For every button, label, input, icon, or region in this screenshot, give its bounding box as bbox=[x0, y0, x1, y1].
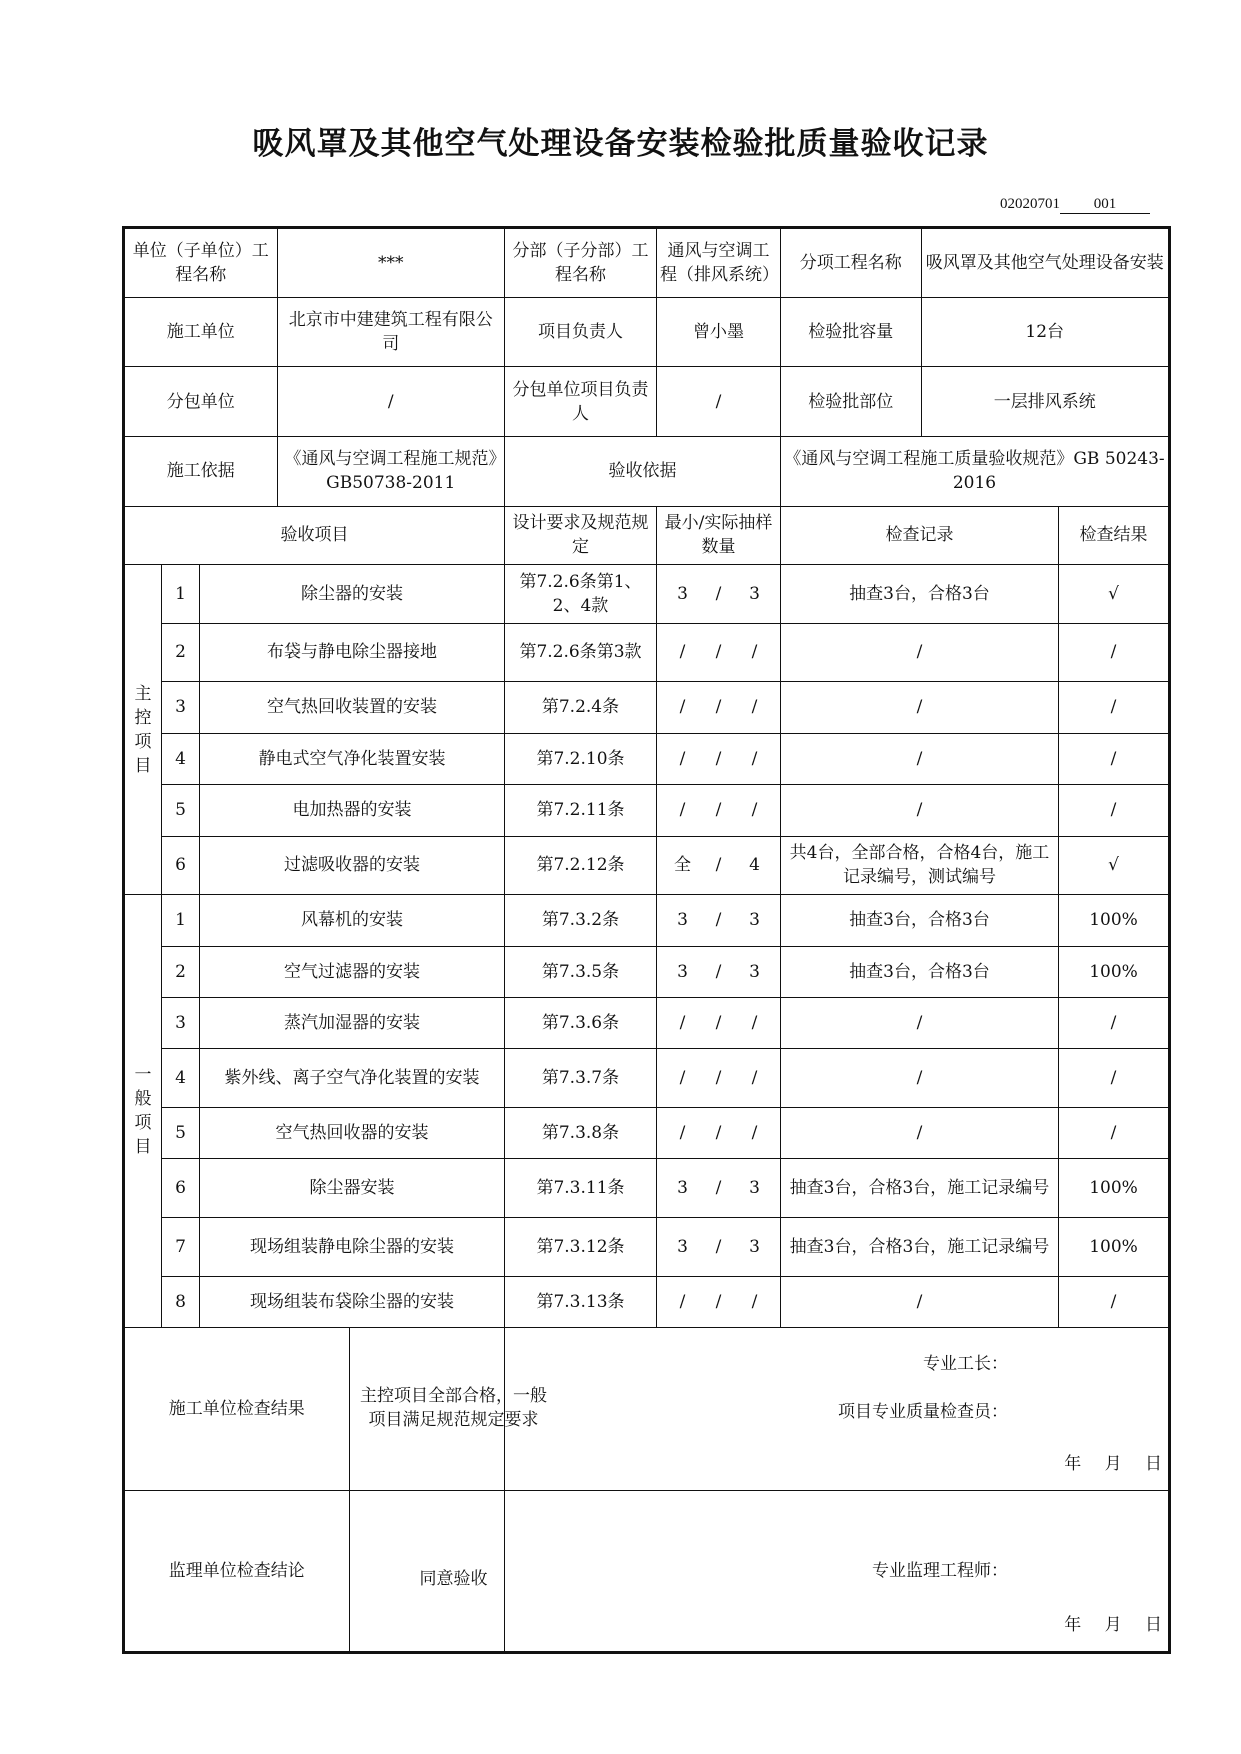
item-result: / bbox=[1059, 1276, 1170, 1327]
item-no: 4 bbox=[162, 733, 200, 784]
table-row bbox=[124, 1276, 1170, 1327]
column-header-row bbox=[124, 506, 1170, 565]
item-result: / bbox=[1059, 997, 1170, 1048]
col-spec: 设计要求及规范规定 bbox=[505, 506, 657, 565]
header-row bbox=[124, 436, 1170, 506]
item-spec: 第7.2.6条第1、2、4款 bbox=[505, 565, 657, 624]
sub-value: 通风与空调工程（排风系统） bbox=[657, 228, 781, 298]
item-spec: 第7.2.6条第3款 bbox=[505, 623, 657, 682]
sample-sep: / bbox=[715, 583, 722, 604]
item-result: / bbox=[1059, 623, 1170, 682]
item-sample bbox=[657, 623, 781, 682]
item-spec: 第7.2.11条 bbox=[505, 785, 657, 836]
sample-actual: / bbox=[751, 642, 758, 663]
sub-label: 分部（子分部）工程名称 bbox=[505, 228, 657, 298]
basis-label: 施工依据 bbox=[125, 437, 277, 506]
col-sample: 最小/实际抽样数量 bbox=[657, 506, 781, 565]
item-record: / bbox=[781, 997, 1059, 1048]
item-sample bbox=[657, 1107, 781, 1158]
sample-sep: / bbox=[715, 697, 722, 718]
table-row bbox=[124, 733, 1170, 784]
sub-pm-label: 分包单位项目负责人 bbox=[505, 367, 657, 437]
item-name: 空气热回收器的安装 bbox=[200, 1107, 505, 1158]
item-record: / bbox=[781, 1049, 1059, 1108]
item-record: / bbox=[781, 1276, 1059, 1327]
engineer-label: 专业监理工程师： bbox=[872, 1561, 1008, 1582]
item-result: / bbox=[1059, 1049, 1170, 1108]
sample-actual: / bbox=[751, 1013, 758, 1034]
sample-actual: / bbox=[751, 1291, 758, 1312]
sample-sep: / bbox=[715, 1123, 722, 1144]
item-spec: 第7.3.7条 bbox=[505, 1049, 657, 1108]
item-name: 静电式空气净化装置安装 bbox=[200, 733, 505, 784]
item-no: 5 bbox=[162, 1107, 200, 1158]
group-char: 目 bbox=[134, 755, 152, 776]
item-sample bbox=[657, 785, 781, 836]
group-char: 般 bbox=[134, 1089, 152, 1109]
header-row bbox=[124, 228, 1170, 298]
item-no: 2 bbox=[162, 623, 200, 682]
supervisor-check-row bbox=[124, 1491, 1170, 1653]
sample-min: / bbox=[679, 642, 686, 663]
group-char: 目 bbox=[134, 1137, 152, 1157]
sample-actual: 3 bbox=[749, 910, 760, 931]
part-value: 一层排风系统 bbox=[993, 391, 1096, 412]
inspector-label: 项目专业质量检查员： bbox=[838, 1401, 1008, 1422]
pm-label: 项目负责人 bbox=[505, 297, 657, 367]
table-row bbox=[124, 1049, 1170, 1108]
sample-actual: 3 bbox=[749, 1178, 760, 1199]
item-spec: 第7.2.12条 bbox=[505, 836, 657, 895]
item-record: / bbox=[781, 682, 1059, 733]
item-spec: 第7.3.8条 bbox=[505, 1107, 657, 1158]
table-row bbox=[124, 895, 1170, 946]
sample-actual: / bbox=[751, 748, 758, 769]
item-record: 抽查3台，合格3台，施工记录编号 bbox=[781, 1159, 1059, 1218]
doc-code: 02020701 bbox=[1000, 196, 1060, 212]
item-name: 紫外线、离子空气净化装置的安装 bbox=[200, 1049, 505, 1108]
sample-min: 3 bbox=[677, 1178, 688, 1199]
item-record: / bbox=[781, 1107, 1059, 1158]
table-row bbox=[124, 565, 1170, 624]
table-row bbox=[124, 836, 1170, 895]
item-label: 分项工程名称 bbox=[781, 229, 921, 297]
sample-min: 3 bbox=[677, 1236, 688, 1257]
col-record: 检查记录 bbox=[781, 506, 1059, 565]
item-record: 抽查3台，合格3台 bbox=[781, 565, 1059, 624]
item-name: 现场组装静电除尘器的安装 bbox=[200, 1217, 505, 1276]
subcontractor-label: 分包单位 bbox=[125, 367, 277, 436]
item-name: 风幕机的安装 bbox=[200, 895, 505, 946]
item-name: 除尘器安装 bbox=[200, 1159, 505, 1218]
item-sample bbox=[657, 946, 781, 997]
item-sample bbox=[657, 565, 781, 624]
sample-actual: / bbox=[751, 1123, 758, 1144]
item-spec: 第7.3.6条 bbox=[505, 997, 657, 1048]
unit-value: *** bbox=[378, 252, 404, 273]
capacity-value: 12台 bbox=[1025, 321, 1065, 342]
group-char: 主 bbox=[134, 683, 152, 704]
sample-min: 3 bbox=[677, 961, 688, 982]
group-label bbox=[124, 895, 162, 1328]
group-char: 一 bbox=[134, 1065, 152, 1085]
sample-sep: / bbox=[715, 1178, 722, 1199]
sample-min: 全 bbox=[674, 855, 691, 876]
table-row bbox=[124, 682, 1170, 733]
item-no: 6 bbox=[162, 1159, 200, 1218]
unit-label: 单位（子单位）工程名称 bbox=[125, 229, 277, 297]
supervisor-date: 年 月 日 bbox=[1064, 1615, 1162, 1635]
sample-min: / bbox=[679, 1291, 686, 1312]
item-result: / bbox=[1059, 682, 1170, 733]
sample-sep: / bbox=[715, 855, 722, 876]
group-char: 控 bbox=[134, 707, 152, 728]
item-no: 1 bbox=[162, 565, 200, 624]
item-name: 过滤吸收器的安装 bbox=[200, 836, 505, 895]
inspection-form bbox=[122, 226, 1171, 1654]
table-row bbox=[124, 997, 1170, 1048]
sample-min: / bbox=[679, 1068, 686, 1089]
col-item: 验收项目 bbox=[124, 506, 505, 565]
sample-sep: / bbox=[715, 748, 722, 769]
sample-actual: 4 bbox=[749, 855, 760, 876]
sample-sep: / bbox=[715, 1236, 722, 1257]
item-no: 1 bbox=[162, 895, 200, 946]
item-sample bbox=[657, 895, 781, 946]
item-result: √ bbox=[1059, 565, 1170, 624]
capacity-label: 检验批容量 bbox=[781, 298, 921, 367]
contractor-date: 年 月 日 bbox=[1064, 1454, 1162, 1475]
contractor-label: 施工单位 bbox=[125, 298, 277, 367]
item-spec: 第7.3.12条 bbox=[505, 1217, 657, 1276]
item-sample bbox=[657, 836, 781, 895]
item-result: 100% bbox=[1059, 946, 1170, 997]
item-sample bbox=[657, 997, 781, 1048]
sample-actual: 3 bbox=[749, 1236, 760, 1257]
item-record: 抽查3台，合格3台，施工记录编号 bbox=[781, 1217, 1059, 1276]
item-spec: 第7.2.10条 bbox=[505, 733, 657, 784]
item-name: 布袋与静电除尘器接地 bbox=[200, 623, 505, 682]
sample-min: / bbox=[679, 1013, 686, 1034]
item-record: 共4台，全部合格，合格4台，施工记录编号，测试编号 bbox=[781, 836, 1059, 895]
group-char: 项 bbox=[134, 731, 152, 752]
item-record: / bbox=[781, 623, 1059, 682]
item-sample bbox=[657, 682, 781, 733]
contractor-value: 北京市中建建筑工程有限公司 bbox=[288, 309, 493, 354]
item-spec: 第7.3.5条 bbox=[505, 946, 657, 997]
sample-sep: / bbox=[715, 1068, 722, 1089]
item-no: 2 bbox=[162, 946, 200, 997]
item-record: / bbox=[781, 733, 1059, 784]
item-record: 抽查3台，合格3台 bbox=[781, 946, 1059, 997]
foreman-label: 专业工长： bbox=[923, 1353, 1008, 1374]
item-result: √ bbox=[1059, 836, 1170, 895]
sample-sep: / bbox=[715, 800, 722, 821]
sample-min: / bbox=[679, 800, 686, 821]
sample-min: / bbox=[679, 697, 686, 718]
sample-sep: / bbox=[715, 961, 722, 982]
basis-value: 《通风与空调工程施工规范》GB50738-2011 bbox=[284, 449, 497, 494]
table-row bbox=[124, 946, 1170, 997]
item-name: 电加热器的安装 bbox=[200, 785, 505, 836]
item-record: 抽查3台，合格3台 bbox=[781, 895, 1059, 946]
group-char: 项 bbox=[134, 1113, 152, 1133]
item-no: 8 bbox=[162, 1276, 200, 1327]
sample-actual: / bbox=[751, 697, 758, 718]
sample-sep: / bbox=[715, 1013, 722, 1034]
page-title: 吸风罩及其他空气处理设备安装检验批质量验收记录 bbox=[252, 126, 989, 162]
supervisor-check-text: 同意验收 bbox=[419, 1569, 488, 1590]
item-sample bbox=[657, 1049, 781, 1108]
header-row bbox=[124, 367, 1170, 437]
sample-min: 3 bbox=[677, 583, 688, 604]
doc-seq: 001 bbox=[1060, 196, 1150, 214]
item-spec: 第7.3.11条 bbox=[505, 1159, 657, 1218]
contractor-check-text: 主控项目全部合格，一般项目满足规范规定要求 bbox=[360, 1385, 547, 1430]
item-result: 100% bbox=[1059, 1159, 1170, 1218]
item-no: 3 bbox=[162, 682, 200, 733]
document-number bbox=[1000, 196, 1150, 214]
item-no: 6 bbox=[162, 836, 200, 895]
supervisor-check-label: 监理单位检查结论 bbox=[125, 1491, 349, 1651]
sample-sep: / bbox=[715, 910, 722, 931]
item-sample bbox=[657, 1276, 781, 1327]
item-spec: 第7.3.13条 bbox=[505, 1276, 657, 1327]
sample-actual: / bbox=[751, 800, 758, 821]
subcontractor-value: / bbox=[387, 391, 394, 412]
item-result: 100% bbox=[1059, 895, 1170, 946]
item-sample bbox=[657, 733, 781, 784]
item-record: / bbox=[781, 785, 1059, 836]
item-result: / bbox=[1059, 733, 1170, 784]
table-row bbox=[124, 785, 1170, 836]
item-name: 蒸汽加湿器的安装 bbox=[200, 997, 505, 1048]
part-label: 检验批部位 bbox=[781, 367, 921, 436]
table-row bbox=[124, 1107, 1170, 1158]
item-name: 现场组装布袋除尘器的安装 bbox=[200, 1276, 505, 1327]
item-result: 100% bbox=[1059, 1217, 1170, 1276]
contractor-check-row bbox=[124, 1327, 1170, 1490]
accept-basis-value: 《通风与空调工程施工质量验收规范》GB 50243-2016 bbox=[781, 436, 1170, 506]
item-spec: 第7.2.4条 bbox=[505, 682, 657, 733]
item-name: 空气过滤器的安装 bbox=[200, 946, 505, 997]
sample-actual: 3 bbox=[749, 583, 760, 604]
header-row bbox=[124, 297, 1170, 367]
sub-pm-value: / bbox=[657, 367, 781, 437]
pm-value: 曾小墨 bbox=[657, 297, 781, 367]
item-sample bbox=[657, 1159, 781, 1218]
item-spec: 第7.3.2条 bbox=[505, 895, 657, 946]
group-label bbox=[124, 565, 162, 895]
table-row bbox=[124, 623, 1170, 682]
item-name: 空气热回收装置的安装 bbox=[200, 682, 505, 733]
sample-sep: / bbox=[715, 1291, 722, 1312]
item-sample bbox=[657, 1217, 781, 1276]
sample-min: / bbox=[679, 1123, 686, 1144]
item-no: 3 bbox=[162, 997, 200, 1048]
col-result: 检查结果 bbox=[1059, 506, 1170, 565]
item-name: 除尘器的安装 bbox=[200, 565, 505, 624]
sample-sep: / bbox=[715, 642, 722, 663]
sample-actual: 3 bbox=[749, 961, 760, 982]
table-row bbox=[124, 1217, 1170, 1276]
item-value: 吸风罩及其他空气处理设备安装 bbox=[925, 252, 1164, 273]
sample-min: 3 bbox=[677, 910, 688, 931]
item-result: / bbox=[1059, 1107, 1170, 1158]
contractor-check-label: 施工单位检查结果 bbox=[125, 1328, 349, 1490]
table-row bbox=[124, 1159, 1170, 1218]
item-no: 7 bbox=[162, 1217, 200, 1276]
accept-basis-label: 验收依据 bbox=[505, 436, 781, 506]
item-no: 4 bbox=[162, 1049, 200, 1108]
item-result: / bbox=[1059, 785, 1170, 836]
item-no: 5 bbox=[162, 785, 200, 836]
sample-min: / bbox=[679, 748, 686, 769]
sample-actual: / bbox=[751, 1068, 758, 1089]
